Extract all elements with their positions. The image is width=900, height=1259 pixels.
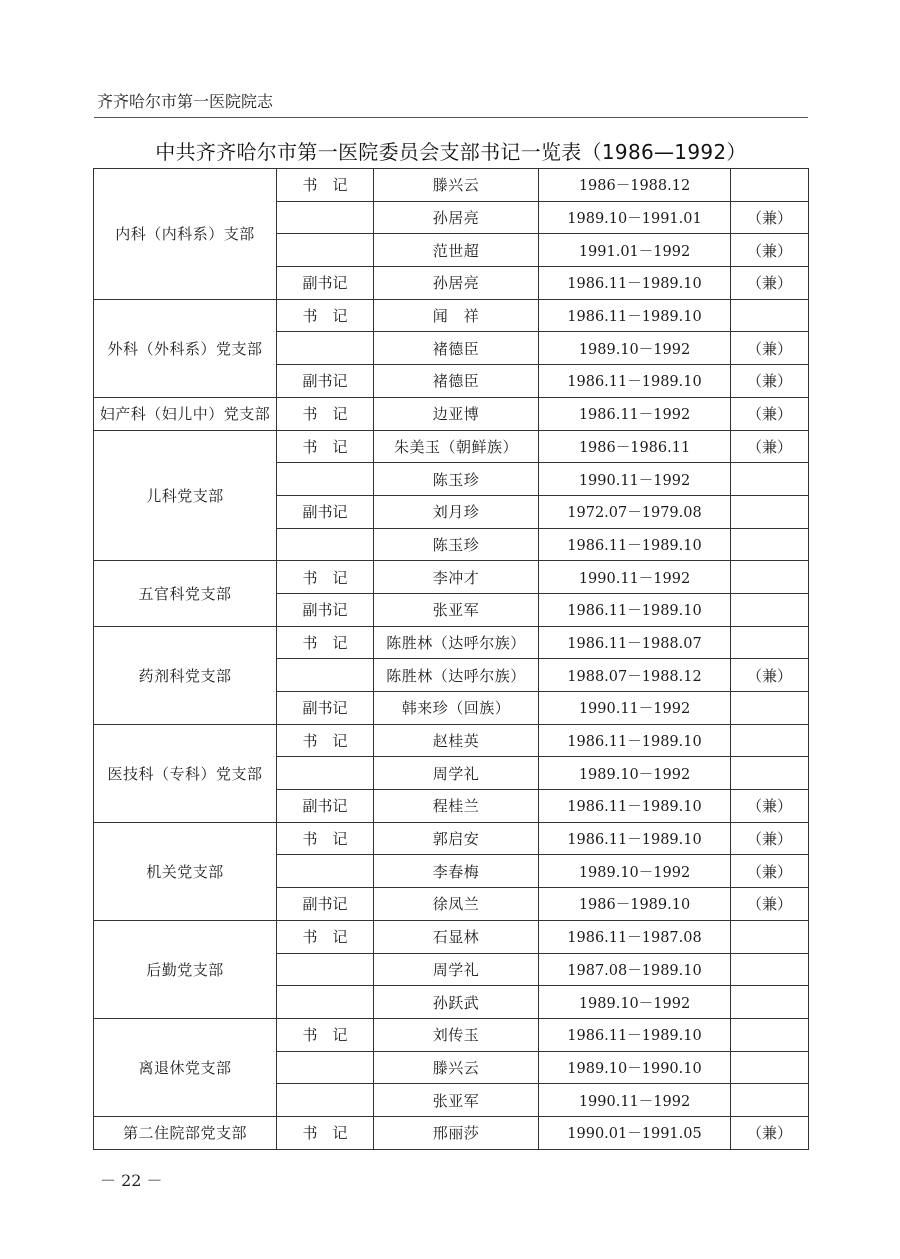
note-cell: [731, 692, 809, 725]
table-row: [94, 430, 809, 463]
name-cell: 褚德臣: [374, 332, 539, 365]
name-cell: 孙跃武: [374, 986, 539, 1019]
name-cell: 李冲才: [374, 561, 539, 594]
position-cell: 副书记: [277, 593, 374, 626]
name-cell: 程桂兰: [374, 790, 539, 823]
position-cell: 书 记: [277, 1116, 374, 1149]
term-cell: 1991.01－1992: [539, 234, 731, 267]
position-cell: [277, 463, 374, 496]
term-cell: 1986.11－1989.10: [539, 593, 731, 626]
branch-cell: 儿科党支部: [94, 430, 277, 561]
table-row: [94, 920, 809, 953]
term-cell: 1986.11－1989.10: [539, 267, 731, 300]
term-cell: 1972.07－1979.08: [539, 495, 731, 528]
name-cell: 韩来珍（回族）: [374, 692, 539, 725]
name-cell: 滕兴云: [374, 169, 539, 202]
table-row: [94, 397, 809, 430]
table-row: [94, 299, 809, 332]
term-cell: 1986.11－1989.10: [539, 528, 731, 561]
branch-cell: 第二住院部党支部: [94, 1116, 277, 1149]
branch-cell: 妇产科（妇儿中）党支部: [94, 397, 277, 430]
term-cell: 1989.10－1991.01: [539, 201, 731, 234]
position-cell: 书 记: [277, 561, 374, 594]
term-cell: 1989.10－1990.10: [539, 1051, 731, 1084]
position-cell: 副书记: [277, 267, 374, 300]
term-cell: 1986－1988.12: [539, 169, 731, 202]
table-row: [94, 1116, 809, 1149]
table-row: [94, 822, 809, 855]
position-cell: 书 记: [277, 724, 374, 757]
note-cell: [731, 920, 809, 953]
note-cell: （兼）: [731, 822, 809, 855]
note-cell: （兼）: [731, 430, 809, 463]
name-cell: 邢丽莎: [374, 1116, 539, 1149]
note-cell: [731, 724, 809, 757]
branch-cell: 离退休党支部: [94, 1018, 277, 1116]
note-cell: [731, 169, 809, 202]
note-cell: [731, 986, 809, 1019]
note-cell: （兼）: [731, 397, 809, 430]
position-cell: 书 记: [277, 822, 374, 855]
term-cell: 1989.10－1992: [539, 757, 731, 790]
position-cell: [277, 332, 374, 365]
name-cell: 赵桂英: [374, 724, 539, 757]
note-cell: （兼）: [731, 234, 809, 267]
term-cell: 1986.11－1989.10: [539, 1018, 731, 1051]
position-cell: 书 记: [277, 169, 374, 202]
name-cell: 张亚军: [374, 593, 539, 626]
position-cell: [277, 986, 374, 1019]
term-cell: 1986.11－1989.10: [539, 790, 731, 823]
position-cell: 书 记: [277, 397, 374, 430]
note-cell: [731, 626, 809, 659]
page-number: － 22 －: [100, 1171, 163, 1190]
table-row: [94, 1018, 809, 1051]
term-cell: 1989.10－1992: [539, 855, 731, 888]
note-cell: [731, 463, 809, 496]
name-cell: 褚德臣: [374, 365, 539, 398]
table-row: [94, 626, 809, 659]
secretary-roster-table: [93, 168, 809, 1150]
name-cell: 边亚博: [374, 397, 539, 430]
name-cell: 孙居亮: [374, 267, 539, 300]
name-cell: 陈玉珍: [374, 528, 539, 561]
position-cell: [277, 1051, 374, 1084]
name-cell: 徐凤兰: [374, 888, 539, 921]
position-cell: 副书记: [277, 692, 374, 725]
term-cell: 1986－1989.10: [539, 888, 731, 921]
branch-cell: 外科（外科系）党支部: [94, 299, 277, 397]
name-cell: 滕兴云: [374, 1051, 539, 1084]
note-cell: （兼）: [731, 855, 809, 888]
position-cell: 书 记: [277, 430, 374, 463]
term-cell: 1989.10－1992: [539, 332, 731, 365]
note-cell: （兼）: [731, 332, 809, 365]
position-cell: [277, 953, 374, 986]
note-cell: （兼）: [731, 365, 809, 398]
note-cell: [731, 528, 809, 561]
term-cell: 1986.11－1989.10: [539, 822, 731, 855]
name-cell: 石显林: [374, 920, 539, 953]
branch-cell: 五官科党支部: [94, 561, 277, 626]
position-cell: 书 记: [277, 920, 374, 953]
name-cell: 闻 祥: [374, 299, 539, 332]
note-cell: [731, 1084, 809, 1117]
note-cell: [731, 1051, 809, 1084]
position-cell: [277, 1084, 374, 1117]
note-cell: （兼）: [731, 267, 809, 300]
note-cell: [731, 561, 809, 594]
position-cell: [277, 757, 374, 790]
term-cell: 1990.11－1992: [539, 561, 731, 594]
table-title: 中共齐齐哈尔市第一医院委员会支部书记一览表（1986—1992）: [155, 140, 747, 164]
term-cell: 1986.11－1988.07: [539, 626, 731, 659]
branch-cell: 医技科（专科）党支部: [94, 724, 277, 822]
name-cell: 朱美玉（朝鲜族）: [374, 430, 539, 463]
name-cell: 陈胜林（达呼尔族）: [374, 659, 539, 692]
running-header: 齐齐哈尔市第一医院院志: [97, 92, 274, 111]
note-cell: [731, 299, 809, 332]
name-cell: 周学礼: [374, 953, 539, 986]
position-cell: [277, 234, 374, 267]
term-cell: 1987.08－1989.10: [539, 953, 731, 986]
table-row: [94, 724, 809, 757]
note-cell: （兼）: [731, 790, 809, 823]
table-row: [94, 561, 809, 594]
header-rule: [94, 117, 808, 118]
term-cell: 1986.11－1989.10: [539, 365, 731, 398]
name-cell: 孙居亮: [374, 201, 539, 234]
note-cell: （兼）: [731, 659, 809, 692]
note-cell: （兼）: [731, 1116, 809, 1149]
term-cell: 1986.11－1989.10: [539, 299, 731, 332]
name-cell: 周学礼: [374, 757, 539, 790]
note-cell: （兼）: [731, 888, 809, 921]
term-cell: 1986.11－1992: [539, 397, 731, 430]
position-cell: [277, 855, 374, 888]
name-cell: 陈胜林（达呼尔族）: [374, 626, 539, 659]
position-cell: [277, 659, 374, 692]
note-cell: [731, 593, 809, 626]
note-cell: [731, 757, 809, 790]
name-cell: 刘传玉: [374, 1018, 539, 1051]
term-cell: 1990.11－1992: [539, 692, 731, 725]
position-cell: 书 记: [277, 299, 374, 332]
term-cell: 1990.01－1991.05: [539, 1116, 731, 1149]
note-cell: [731, 953, 809, 986]
position-cell: 副书记: [277, 495, 374, 528]
position-cell: [277, 201, 374, 234]
term-cell: 1986.11－1987.08: [539, 920, 731, 953]
position-cell: 书 记: [277, 1018, 374, 1051]
branch-cell: 机关党支部: [94, 822, 277, 920]
name-cell: 刘月珍: [374, 495, 539, 528]
table-row: [94, 169, 809, 202]
term-cell: 1986.11－1989.10: [539, 724, 731, 757]
term-cell: 1990.11－1992: [539, 1084, 731, 1117]
branch-cell: 后勤党支部: [94, 920, 277, 1018]
term-cell: 1989.10－1992: [539, 986, 731, 1019]
position-cell: [277, 528, 374, 561]
note-cell: （兼）: [731, 201, 809, 234]
name-cell: 李春梅: [374, 855, 539, 888]
position-cell: 书 记: [277, 626, 374, 659]
term-cell: 1990.11－1992: [539, 463, 731, 496]
name-cell: 张亚军: [374, 1084, 539, 1117]
term-cell: 1988.07－1988.12: [539, 659, 731, 692]
term-cell: 1986－1986.11: [539, 430, 731, 463]
branch-cell: 内科（内科系）支部: [94, 169, 277, 300]
note-cell: [731, 1018, 809, 1051]
branch-cell: 药剂科党支部: [94, 626, 277, 724]
note-cell: [731, 495, 809, 528]
position-cell: 副书记: [277, 365, 374, 398]
position-cell: 副书记: [277, 790, 374, 823]
name-cell: 郭启安: [374, 822, 539, 855]
name-cell: 范世超: [374, 234, 539, 267]
position-cell: 副书记: [277, 888, 374, 921]
name-cell: 陈玉珍: [374, 463, 539, 496]
